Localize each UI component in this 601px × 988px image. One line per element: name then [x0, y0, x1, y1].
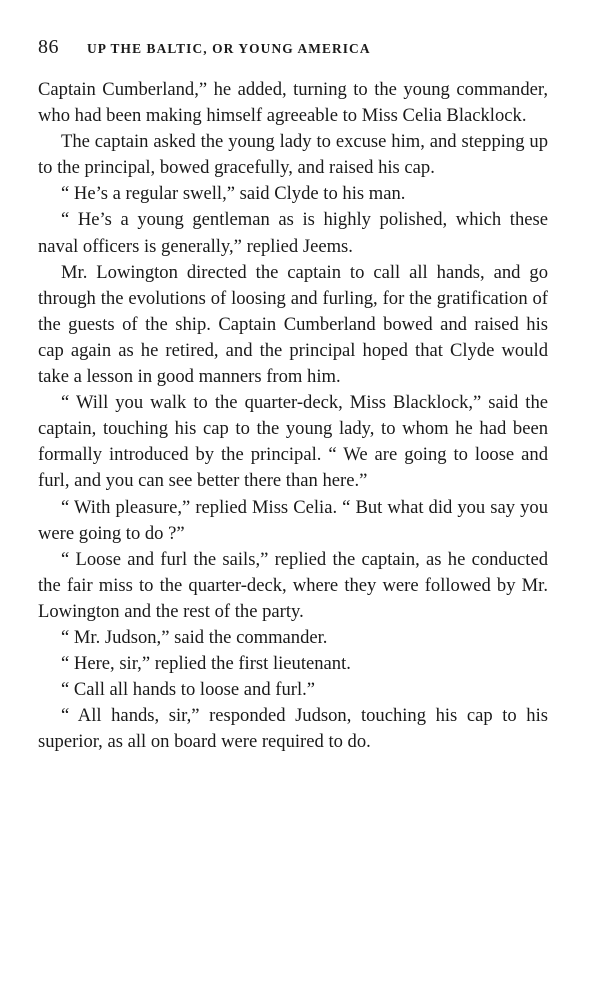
- paragraph: Mr. Lowington directed the captain to call all hands, and go through the evolutions of loosing and furling, for the gratification of the guests of the ship. Captain Cumberland bowed and raised his cap again as he retired, and the principal hoped that Clyde would take a lesson in good manners from him.: [38, 261, 548, 388]
- paragraph: “ He’s a regular swell,” said Clyde to his man.: [61, 183, 406, 205]
- paragraph: “ Will you walk to the quarter-deck, Miss Blacklock,” said the captain, touching his cap to the young lady, to whom he had been formally introduced by the principal. “ We are going to loose and furl, and you can see better there than here.”: [38, 392, 548, 492]
- paragraph: The captain asked the young lady to excuse him, and stepping up to the principal, bowed gracefully, and raised his cap.: [38, 131, 548, 179]
- paragraph: “ He’s a young gentleman as is highly polished, which these naval officers is generally,” replied Jeems.: [38, 209, 548, 257]
- body-text: [38, 77, 548, 755]
- paragraph: “ Loose and furl the sails,” replied the captain, as he conducted the fair miss to the quarter-deck, where they were followed by Mr. Lowington and the rest of the party.: [38, 548, 548, 622]
- running-title: UP THE BALTIC, OR YOUNG AMERICA: [87, 41, 371, 56]
- paragraph: “ Here, sir,” replied the first lieutenant.: [61, 653, 351, 675]
- paragraph: Captain Cumberland,” he added, turning to the young commander, who had been making himself agreeable to Miss Celia Blacklock.: [38, 79, 548, 127]
- paragraph: “ Call all hands to loose and furl.”: [61, 679, 316, 701]
- paragraph: “ All hands, sir,” responded Judson, touching his cap to his superior, as all on board were required to do.: [38, 705, 548, 753]
- paragraph: “ Mr. Judson,” said the commander.: [61, 626, 328, 648]
- page-number: 86: [38, 36, 59, 58]
- paragraph: “ With pleasure,” replied Miss Celia. “ But what did you say you were going to do ?”: [38, 496, 548, 544]
- page-header: [38, 36, 558, 62]
